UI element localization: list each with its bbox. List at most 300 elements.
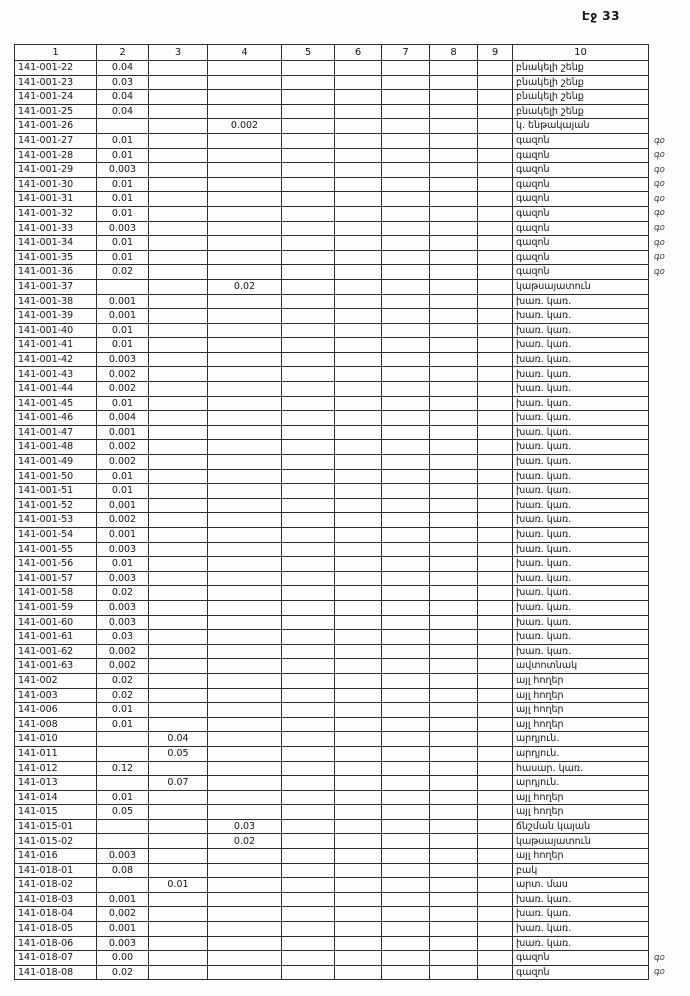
value-cell bbox=[208, 907, 282, 922]
value-cell bbox=[430, 469, 478, 484]
value-cell bbox=[208, 761, 282, 776]
value-cell bbox=[149, 849, 208, 864]
table-row bbox=[15, 703, 675, 718]
land-use-cell: այլ հողեր bbox=[513, 790, 649, 805]
land-use-cell: արտ. մաս bbox=[513, 878, 649, 893]
value-cell bbox=[430, 221, 478, 236]
value-cell bbox=[335, 338, 382, 353]
value-cell bbox=[208, 600, 282, 615]
value-cell bbox=[335, 206, 382, 221]
land-use-cell: խառ. կառ. bbox=[513, 936, 649, 951]
handwritten-margin-note bbox=[649, 907, 675, 922]
value-cell bbox=[149, 717, 208, 732]
value-cell bbox=[149, 703, 208, 718]
value-cell: 0.01 bbox=[97, 703, 149, 718]
table-row bbox=[15, 192, 675, 207]
table-row bbox=[15, 936, 675, 951]
value-cell bbox=[335, 688, 382, 703]
value-cell bbox=[382, 790, 430, 805]
value-cell bbox=[478, 119, 513, 134]
value-cell bbox=[430, 878, 478, 893]
value-cell bbox=[149, 352, 208, 367]
land-use-cell: խառ. կառ. bbox=[513, 615, 649, 630]
cadastral-table bbox=[14, 44, 675, 980]
value-cell bbox=[335, 644, 382, 659]
table-row bbox=[15, 834, 675, 849]
value-cell bbox=[382, 411, 430, 426]
value-cell bbox=[382, 761, 430, 776]
value-cell: 0.001 bbox=[97, 309, 149, 324]
land-use-cell: խառ. կառ. bbox=[513, 323, 649, 338]
value-cell bbox=[478, 265, 513, 280]
parcel-code-cell: 141-001-31 bbox=[15, 192, 97, 207]
value-cell bbox=[208, 411, 282, 426]
land-use-cell: այլ հողեր bbox=[513, 688, 649, 703]
handwritten-margin-note bbox=[649, 440, 675, 455]
value-cell bbox=[282, 367, 335, 382]
value-cell bbox=[478, 279, 513, 294]
handwritten-margin-note bbox=[649, 455, 675, 470]
table-row bbox=[15, 688, 675, 703]
land-use-cell: խառ. կառ. bbox=[513, 922, 649, 937]
handwritten-margin-note bbox=[649, 528, 675, 543]
value-cell bbox=[478, 104, 513, 119]
parcel-code-cell: 141-018-06 bbox=[15, 936, 97, 951]
value-cell bbox=[478, 586, 513, 601]
parcel-code-cell: 141-001-56 bbox=[15, 557, 97, 572]
handwritten-margin-note bbox=[649, 309, 675, 324]
value-cell bbox=[382, 615, 430, 630]
land-use-cell: գազոն bbox=[513, 221, 649, 236]
parcel-code-cell: 141-001-63 bbox=[15, 659, 97, 674]
value-cell bbox=[208, 163, 282, 178]
value-cell bbox=[149, 630, 208, 645]
value-cell bbox=[335, 90, 382, 105]
value-cell bbox=[478, 615, 513, 630]
value-cell bbox=[335, 411, 382, 426]
parcel-code-cell: 141-018-05 bbox=[15, 922, 97, 937]
value-cell: 0.01 bbox=[97, 148, 149, 163]
handwritten-margin-note bbox=[649, 863, 675, 878]
value-cell bbox=[478, 221, 513, 236]
value-cell bbox=[208, 469, 282, 484]
value-cell bbox=[282, 177, 335, 192]
value-cell bbox=[430, 819, 478, 834]
value-cell bbox=[97, 746, 149, 761]
value-cell bbox=[149, 206, 208, 221]
value-cell: 0.03 bbox=[97, 75, 149, 90]
value-cell bbox=[430, 148, 478, 163]
land-use-cell: խառ. կառ. bbox=[513, 309, 649, 324]
value-cell bbox=[149, 688, 208, 703]
value-cell bbox=[149, 557, 208, 572]
table-row bbox=[15, 732, 675, 747]
value-cell bbox=[382, 834, 430, 849]
value-cell bbox=[335, 279, 382, 294]
value-cell bbox=[149, 396, 208, 411]
parcel-code-cell: 141-001-37 bbox=[15, 279, 97, 294]
value-cell bbox=[382, 849, 430, 864]
value-cell: 0.02 bbox=[208, 279, 282, 294]
value-cell bbox=[208, 703, 282, 718]
parcel-code-cell: 141-015-01 bbox=[15, 819, 97, 834]
handwritten-margin-note bbox=[649, 615, 675, 630]
value-cell bbox=[478, 819, 513, 834]
value-cell bbox=[282, 513, 335, 528]
value-cell bbox=[430, 732, 478, 747]
value-cell bbox=[282, 425, 335, 440]
land-use-cell: կաթսայատուն bbox=[513, 834, 649, 849]
land-use-cell: խառ. կառ. bbox=[513, 382, 649, 397]
value-cell bbox=[478, 352, 513, 367]
handwritten-margin-note bbox=[649, 104, 675, 119]
value-cell: 0.003 bbox=[97, 221, 149, 236]
value-cell bbox=[335, 367, 382, 382]
value-cell bbox=[208, 323, 282, 338]
value-cell bbox=[97, 279, 149, 294]
value-cell bbox=[430, 163, 478, 178]
land-use-cell: խառ. կառ. bbox=[513, 557, 649, 572]
table-row bbox=[15, 411, 675, 426]
land-use-cell: գազոն bbox=[513, 177, 649, 192]
value-cell bbox=[335, 659, 382, 674]
value-cell bbox=[382, 644, 430, 659]
land-use-cell: խառ. կառ. bbox=[513, 455, 649, 470]
value-cell bbox=[149, 323, 208, 338]
value-cell bbox=[149, 279, 208, 294]
value-cell bbox=[335, 776, 382, 791]
value-cell bbox=[478, 75, 513, 90]
value-cell: 0.12 bbox=[97, 761, 149, 776]
parcel-code-cell: 141-001-28 bbox=[15, 148, 97, 163]
table-row bbox=[15, 571, 675, 586]
land-use-cell: գազոն bbox=[513, 265, 649, 280]
value-cell: 0.002 bbox=[97, 382, 149, 397]
value-cell bbox=[478, 863, 513, 878]
value-cell bbox=[208, 805, 282, 820]
table-row bbox=[15, 849, 675, 864]
handwritten-margin-note: գօ bbox=[654, 252, 665, 263]
value-cell bbox=[282, 338, 335, 353]
parcel-code-cell: 141-018-01 bbox=[15, 863, 97, 878]
value-cell bbox=[208, 776, 282, 791]
table-row bbox=[15, 440, 675, 455]
parcel-code-cell: 141-018-07 bbox=[15, 951, 97, 966]
parcel-code-cell: 141-001-39 bbox=[15, 309, 97, 324]
value-cell bbox=[430, 61, 478, 76]
parcel-code-cell: 141-001-48 bbox=[15, 440, 97, 455]
land-use-cell: գազոն bbox=[513, 250, 649, 265]
value-cell bbox=[282, 863, 335, 878]
value-cell bbox=[335, 309, 382, 324]
value-cell bbox=[282, 630, 335, 645]
land-use-cell: այլ հողեր bbox=[513, 849, 649, 864]
land-use-cell: խառ. կառ. bbox=[513, 513, 649, 528]
value-cell bbox=[208, 455, 282, 470]
parcel-code-cell: 141-001-50 bbox=[15, 469, 97, 484]
table-row bbox=[15, 965, 675, 980]
value-cell: 0.002 bbox=[97, 907, 149, 922]
value-cell bbox=[208, 338, 282, 353]
value-cell: 0.002 bbox=[97, 513, 149, 528]
value-cell bbox=[208, 440, 282, 455]
land-use-cell: գազոն bbox=[513, 236, 649, 251]
value-cell bbox=[208, 177, 282, 192]
handwritten-margin-note bbox=[649, 338, 675, 353]
value-cell bbox=[282, 965, 335, 980]
value-cell bbox=[478, 90, 513, 105]
value-cell bbox=[430, 630, 478, 645]
value-cell bbox=[282, 411, 335, 426]
table-header-row bbox=[15, 45, 675, 61]
value-cell bbox=[282, 878, 335, 893]
table-row bbox=[15, 265, 675, 280]
land-use-cell: բակ bbox=[513, 863, 649, 878]
value-cell bbox=[478, 163, 513, 178]
value-cell bbox=[282, 352, 335, 367]
value-cell bbox=[382, 309, 430, 324]
land-use-cell: խառ. կառ. bbox=[513, 338, 649, 353]
value-cell bbox=[478, 630, 513, 645]
value-cell bbox=[282, 104, 335, 119]
value-cell bbox=[208, 309, 282, 324]
land-use-cell: խառ. կառ. bbox=[513, 484, 649, 499]
value-cell bbox=[208, 425, 282, 440]
value-cell bbox=[430, 455, 478, 470]
land-use-cell: այլ հողեր bbox=[513, 717, 649, 732]
value-cell bbox=[208, 936, 282, 951]
value-cell bbox=[430, 265, 478, 280]
value-cell bbox=[335, 498, 382, 513]
value-cell bbox=[382, 352, 430, 367]
table-row bbox=[15, 717, 675, 732]
value-cell bbox=[478, 936, 513, 951]
value-cell bbox=[335, 104, 382, 119]
value-cell: 0.04 bbox=[149, 732, 208, 747]
value-cell bbox=[335, 600, 382, 615]
value-cell bbox=[282, 265, 335, 280]
value-cell: 0.04 bbox=[97, 61, 149, 76]
value-cell bbox=[478, 192, 513, 207]
value-cell bbox=[335, 586, 382, 601]
value-cell bbox=[430, 206, 478, 221]
margin-spacer bbox=[649, 45, 675, 61]
value-cell bbox=[335, 922, 382, 937]
table-row bbox=[15, 469, 675, 484]
value-cell bbox=[208, 892, 282, 907]
value-cell bbox=[430, 323, 478, 338]
value-cell bbox=[335, 849, 382, 864]
value-cell bbox=[335, 469, 382, 484]
handwritten-margin-note: գօ bbox=[654, 952, 665, 963]
land-use-cell: խառ. կառ. bbox=[513, 425, 649, 440]
value-cell bbox=[282, 498, 335, 513]
value-cell: 0.02 bbox=[97, 265, 149, 280]
value-cell bbox=[149, 761, 208, 776]
land-use-cell: խառ. կառ. bbox=[513, 586, 649, 601]
value-cell bbox=[430, 279, 478, 294]
land-use-cell: խառ. կառ. bbox=[513, 600, 649, 615]
land-use-cell: բնակելի շենք bbox=[513, 104, 649, 119]
value-cell bbox=[382, 133, 430, 148]
value-cell bbox=[478, 177, 513, 192]
table-row bbox=[15, 163, 675, 178]
value-cell bbox=[335, 615, 382, 630]
value-cell bbox=[208, 965, 282, 980]
value-cell bbox=[282, 659, 335, 674]
value-cell bbox=[282, 90, 335, 105]
value-cell bbox=[430, 907, 478, 922]
handwritten-margin-note bbox=[649, 469, 675, 484]
table-row bbox=[15, 294, 675, 309]
value-cell bbox=[478, 338, 513, 353]
value-cell: 0.01 bbox=[97, 396, 149, 411]
value-cell bbox=[282, 644, 335, 659]
value-cell bbox=[382, 498, 430, 513]
parcel-code-cell: 141-001-36 bbox=[15, 265, 97, 280]
value-cell bbox=[282, 133, 335, 148]
value-cell bbox=[382, 440, 430, 455]
value-cell bbox=[335, 834, 382, 849]
value-cell bbox=[208, 542, 282, 557]
land-use-cell: գազոն bbox=[513, 951, 649, 966]
value-cell bbox=[282, 732, 335, 747]
value-cell bbox=[282, 469, 335, 484]
parcel-code-cell: 141-001-32 bbox=[15, 206, 97, 221]
parcel-code-cell: 141-001-33 bbox=[15, 221, 97, 236]
value-cell bbox=[478, 498, 513, 513]
value-cell bbox=[208, 90, 282, 105]
column-header: 8 bbox=[430, 45, 478, 61]
table-row bbox=[15, 951, 675, 966]
value-cell bbox=[149, 644, 208, 659]
table-row bbox=[15, 630, 675, 645]
parcel-code-cell: 141-001-62 bbox=[15, 644, 97, 659]
value-cell bbox=[149, 133, 208, 148]
value-cell bbox=[382, 119, 430, 134]
value-cell bbox=[382, 819, 430, 834]
value-cell bbox=[478, 294, 513, 309]
column-header: 5 bbox=[282, 45, 335, 61]
value-cell bbox=[335, 790, 382, 805]
value-cell bbox=[149, 104, 208, 119]
value-cell bbox=[478, 790, 513, 805]
handwritten-margin-note bbox=[649, 498, 675, 513]
value-cell bbox=[382, 396, 430, 411]
value-cell bbox=[335, 382, 382, 397]
value-cell bbox=[478, 396, 513, 411]
land-use-cell: գազոն bbox=[513, 192, 649, 207]
value-cell bbox=[208, 732, 282, 747]
column-header: 6 bbox=[335, 45, 382, 61]
parcel-code-cell: 141-001-47 bbox=[15, 425, 97, 440]
value-cell: 0.01 bbox=[97, 133, 149, 148]
value-cell bbox=[335, 557, 382, 572]
land-use-cell: խառ. կառ. bbox=[513, 528, 649, 543]
value-cell bbox=[208, 104, 282, 119]
handwritten-margin-note bbox=[649, 323, 675, 338]
handwritten-margin-note: գօ bbox=[654, 967, 665, 978]
table-row bbox=[15, 396, 675, 411]
handwritten-margin-note bbox=[649, 878, 675, 893]
value-cell bbox=[430, 746, 478, 761]
land-use-cell: գազոն bbox=[513, 965, 649, 980]
value-cell bbox=[382, 177, 430, 192]
value-cell bbox=[149, 367, 208, 382]
value-cell bbox=[208, 557, 282, 572]
land-use-cell: խառ. կառ. bbox=[513, 367, 649, 382]
value-cell bbox=[149, 922, 208, 937]
value-cell bbox=[282, 834, 335, 849]
value-cell bbox=[208, 630, 282, 645]
value-cell: 0.07 bbox=[149, 776, 208, 791]
value-cell bbox=[282, 571, 335, 586]
handwritten-margin-note bbox=[649, 294, 675, 309]
land-use-cell: խառ. կառ. bbox=[513, 440, 649, 455]
value-cell: 0.01 bbox=[97, 717, 149, 732]
value-cell: 0.003 bbox=[97, 163, 149, 178]
value-cell bbox=[149, 892, 208, 907]
value-cell bbox=[478, 382, 513, 397]
value-cell bbox=[282, 455, 335, 470]
value-cell bbox=[97, 119, 149, 134]
value-cell: 0.004 bbox=[97, 411, 149, 426]
value-cell bbox=[335, 907, 382, 922]
table-row bbox=[15, 513, 675, 528]
value-cell bbox=[382, 206, 430, 221]
handwritten-margin-note bbox=[649, 119, 675, 134]
value-cell bbox=[149, 834, 208, 849]
value-cell bbox=[335, 542, 382, 557]
parcel-code-cell: 141-001-44 bbox=[15, 382, 97, 397]
value-cell bbox=[382, 323, 430, 338]
value-cell bbox=[335, 965, 382, 980]
handwritten-margin-note: գօ bbox=[654, 150, 665, 161]
value-cell bbox=[430, 338, 478, 353]
value-cell bbox=[282, 61, 335, 76]
handwritten-margin-note bbox=[649, 425, 675, 440]
value-cell bbox=[335, 892, 382, 907]
parcel-code-cell: 141-002 bbox=[15, 673, 97, 688]
parcel-code-cell: 141-015-02 bbox=[15, 834, 97, 849]
value-cell bbox=[335, 878, 382, 893]
value-cell bbox=[335, 936, 382, 951]
handwritten-margin-note bbox=[649, 761, 675, 776]
value-cell bbox=[208, 951, 282, 966]
table-row bbox=[15, 148, 675, 163]
value-cell bbox=[149, 148, 208, 163]
value-cell bbox=[382, 717, 430, 732]
value-cell bbox=[430, 776, 478, 791]
value-cell bbox=[208, 206, 282, 221]
value-cell bbox=[208, 688, 282, 703]
value-cell bbox=[208, 717, 282, 732]
value-cell bbox=[208, 673, 282, 688]
handwritten-margin-note bbox=[649, 586, 675, 601]
table-row bbox=[15, 484, 675, 499]
value-cell bbox=[149, 265, 208, 280]
value-cell bbox=[335, 177, 382, 192]
parcel-code-cell: 141-001-35 bbox=[15, 250, 97, 265]
value-cell bbox=[430, 484, 478, 499]
table-row bbox=[15, 133, 675, 148]
parcel-code-cell: 141-012 bbox=[15, 761, 97, 776]
value-cell bbox=[430, 659, 478, 674]
handwritten-margin-note bbox=[649, 513, 675, 528]
handwritten-margin-note bbox=[649, 61, 675, 76]
land-use-cell: խառ. կառ. bbox=[513, 907, 649, 922]
value-cell bbox=[382, 630, 430, 645]
